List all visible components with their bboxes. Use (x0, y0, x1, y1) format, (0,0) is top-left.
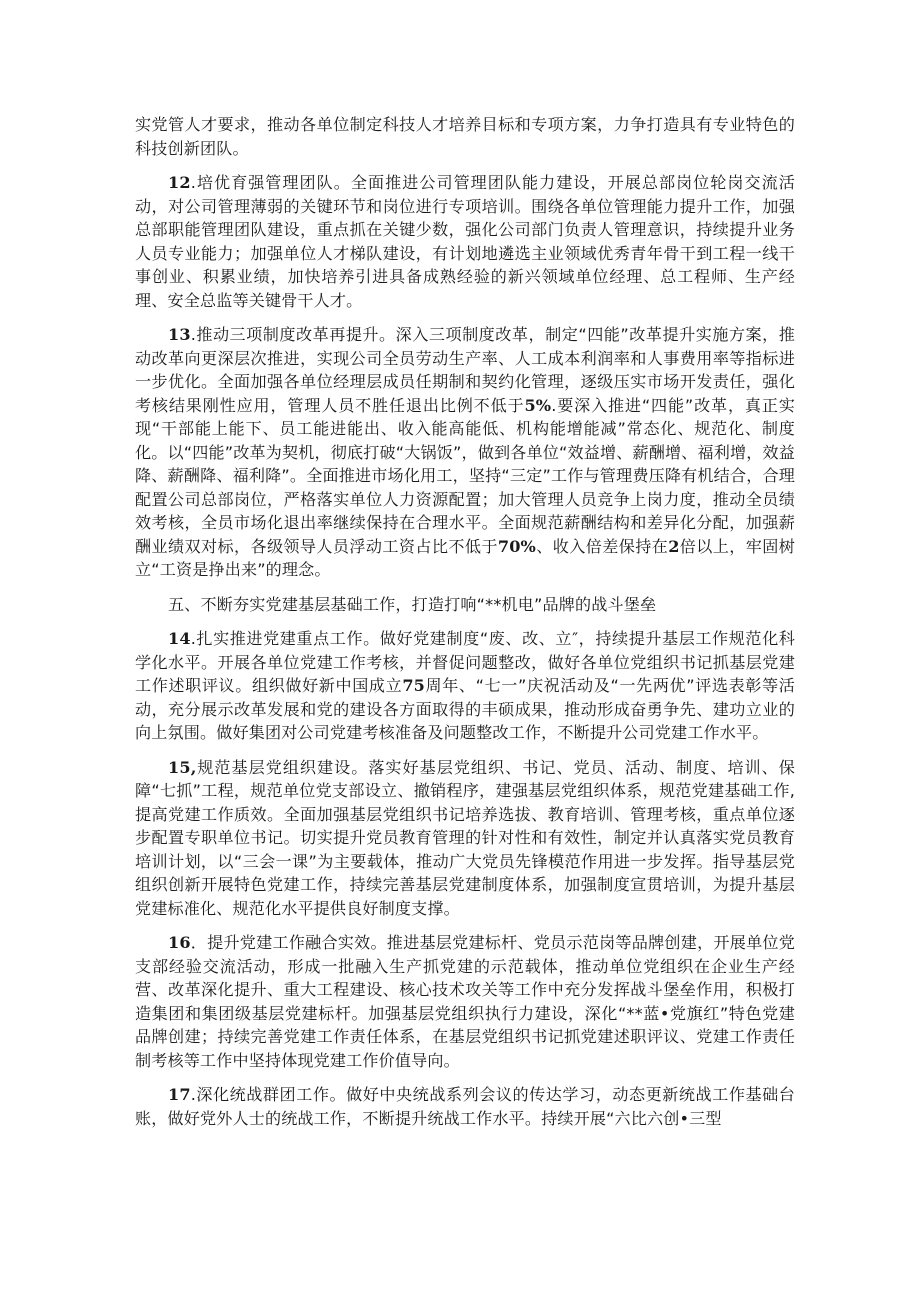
paragraph-14 (135, 627, 795, 745)
paragraph-text: .要深入推进“四能”改革，真正实现“干部能上能下、员工能进能出、收入能高能低、机构能增能减”常态化、规范化、制度化。以“四能”改革为契机，彻底打破“大锅饭”，做到各单位“效益增、薪酬增、福利增，效益降、薪酬降、福利降”。全面推进市场化用工，坚持“三定”工作与管理费压降有机结合，合理配置公司总部岗位，严格落实单位人力资源配置；加大管理人员竞争上岗力度，推动全员绩效考核，全员市场化退出率继续保持在合理水平。全面规范薪酬结构和差异化分配，加强薪酬业绩双对标，各级领导人员浮动工资占比不低于 (135, 395, 795, 556)
paragraph-text: 规范基层党组织建设。落实好基层党组织、书记、党员、活动、制度、培训、保障“七抓”工程，规范单位党支部设立、撤销程序，建强基层党组织体系，规范党建基础工作,提高党建工作质效。全面加强基层党组织书记培养选拔、教育培训、管理考核，重点单位逐步配置专职单位书记。切实提升党员教育管理的针对性和有效性，制定并认真落实党员教育培训计划，以“三会一课”为主要载体，推动广大党员先锋模范作用进一步发挥。指导基层党组织创新开展特色党建工作，持续完善基层党建制度体系，加强制度宣贯培训，为提升基层党建标准化、规范化水平提供良好制度支撑。 (135, 757, 795, 918)
item-number: 14 (168, 629, 191, 648)
paragraph-text: .推动三项制度改革再提升。深入三项制度改革，制定“四能”改革提升实施方案，推动改革向更深层次推进，实现公司全员劳动生产率、人工成本利润率和人事费用率等指标进一步优化。全面加强各单位经理层成员任期制和契约化管理，逐级压实市场开发责任，强化考核结果刚性应用，管理人员不胜任退出比例不低于 (135, 325, 795, 415)
paragraph-text: 周年、“七一”庆祝活动及“一先两优”评选表彰等活动，充分展示改革发展和党的建设各方面取得的丰硕成果，推动形成奋勇争先、建功立业的向上氛围。做好集团对公司党建考核准备及问题整改工作，不断提升公司党建工作水平。 (135, 676, 795, 742)
item-number: 15, (168, 757, 197, 777)
paragraph-12 (135, 171, 795, 312)
paragraph-15 (135, 756, 795, 921)
bold-figure: 2 (668, 536, 680, 556)
paragraph-16 (135, 931, 795, 1072)
item-number: 16 (168, 933, 191, 952)
paragraph-text: 实党管人才要求，推动各单位制定科技人才培养目标和专项方案，力争打造具有专业特色的科技创新团队。 (135, 115, 795, 158)
paragraph-13 (135, 323, 795, 582)
document-page (135, 113, 795, 1141)
paragraph-continued (135, 113, 795, 160)
paragraph-text: ．提升党建工作融合实效。推进基层党建标杆、党员示范岗等品牌创建，开展单位党支部经验交流活动，形成一批融入生产抓党建的示范载体，推动单位党组织在企业生产经营、改革深化提升、重大工程建设、核心技术攻关等工作中充分发挥战斗堡垒作用，积极打造集团和集团级基层党建标杆。加强基层党组织执行力建设，深化“**蓝•党旗红”特色党建品牌创建；持续完善党建工作责任体系，在基层党组织书记抓党建述职评议、党建工作责任制考核等工作中坚持体现党建工作价值导向。 (135, 933, 795, 1070)
section-heading (135, 593, 795, 617)
paragraph-text: .培优育强管理团队。全面推进公司管理团队能力建设，开展总部岗位轮岗交流活动，对公司管理薄弱的关键环节和岗位进行专项培训。围绕各单位管理能力提升工作，加强总部职能管理团队建设，重点抓在关键少数，强化公司部门负责人管理意识，持续提升业务人员专业能力；加强单位人才梯队建设，有计划地遴选主业领域优秀青年骨干到工程一线干事创业、积累业绩，加快培养引进具备成熟经验的新兴领域单位经理、总工程师、生产经理、安全总监等关键骨干人才。 (135, 173, 795, 310)
paragraph-17 (135, 1083, 795, 1130)
paragraph-text: .扎实推进党建重点工作。做好党建制度“废、改、立″，持续提升基层工作规范化科学化水平。开展各单位党建工作考核，并督促问题整改，做好各单位党组织书记抓基层党建工作述职评议。组织做好新中国成立 (135, 629, 795, 695)
item-number: 13 (168, 325, 191, 344)
bold-figure: 75 (402, 676, 426, 695)
paragraph-text: 倍以上，牢固树立“工资是挣出来”的理念。 (135, 536, 795, 579)
bold-figure: 5% (524, 395, 552, 415)
item-number: 12 (168, 173, 191, 192)
paragraph-text: 、收入倍差保持在 (535, 536, 669, 556)
item-number: 17 (168, 1085, 191, 1104)
bold-figure: 70% (497, 536, 536, 556)
paragraph-text: .深化统战群团工作。做好中央统战系列会议的传达学习，动态更新统战工作基础台账，做好党外人士的统战工作，不断提升统战工作水平。持续开展“六比六创•三型 (135, 1085, 795, 1128)
heading-text: 五、不断夯实党建基层基础工作，打造打响“**机电”品牌的战斗堡垒 (168, 594, 657, 614)
